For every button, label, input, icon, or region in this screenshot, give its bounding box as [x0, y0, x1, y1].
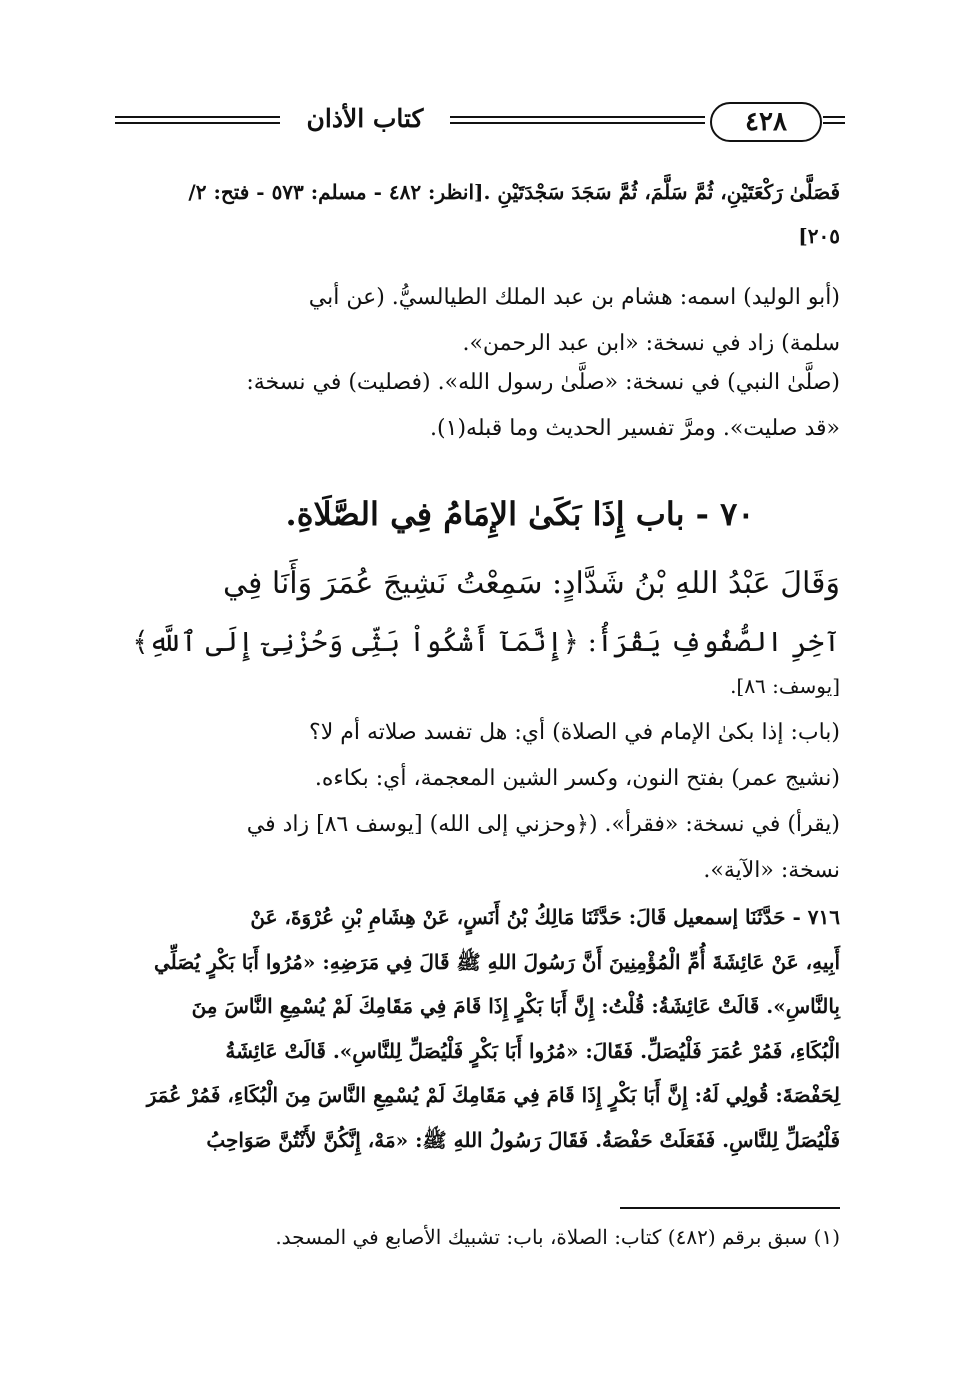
hadith-716 — [122, 895, 840, 1162]
commentary-paragraph — [122, 275, 840, 367]
text-line: لِحَفْصَةَ: قُولِي لَهُ: إِنَّ أَبَا بَكْرٍ إِذَا قَامَ فِي مَقَامِكَ لَمْ يُسْمِعِ النَّاسَ مِنَ الْبُكَاءِ، فَمُرْ عُمَرَ — [146, 1083, 840, 1107]
running-title: كتاب الأذان — [306, 104, 424, 133]
text-line: (صلَّىٰ النبي) في نسخة: «صلَّىٰ رسول الله». (فصليت) في نسخة: — [246, 370, 840, 395]
text-line: الْبُكَاءِ، فَمُرْ عُمَرَ فَلْيُصَلِّ. فَقَالَ: «مُرُوا أَبَا بَكْرٍ فَلْيُصَلِّ لِلنَّاسِ». قَالَتْ عَائِشَةُ — [225, 1038, 840, 1063]
page-number: ٤٢٨ — [710, 102, 822, 142]
text-line: «قد صليت». ومرَّ تفسير الحديث وما قبله(١). — [430, 416, 840, 441]
text-line: آخِرِ الصُّفُوفِ يَقْرَأُ: ﴿إِنَّمَآ أَشْكُواْ بَثِّى وَحُزْنِىٓ إِلَى ٱللَّهِ﴾ — [132, 626, 840, 658]
commentary-paragraph — [122, 710, 840, 894]
commentary-paragraph — [122, 360, 840, 452]
text-line: فَصَلَّىٰ رَكْعَتَيْنِ، ثُمَّ سَلَّمَ، ثُمَّ سَجَدَ سَجْدَتَيْنِ .[انظر: ٤٨٢ - مسلم: ٥٧٣ - فتح: ٢/ — [188, 180, 840, 204]
quran-reference: [يوسف: ٨٦]. — [730, 674, 840, 698]
text-line: (باب: إذا بكىٰ الإمام في الصلاة) أي: هل تفسد صلاته أم لا؟ — [309, 720, 840, 745]
chapter-heading: ٧٠ - باب إِذَا بَكَىٰ الإِمَامُ فِي الصَّلَاةِ. — [285, 495, 755, 533]
header-rule-right — [823, 116, 845, 118]
text-line: سلمة) زاد في نسخة: «ابن عبد الرحمن». — [462, 331, 840, 356]
header-rule-left — [115, 116, 280, 118]
footnote-divider — [620, 1207, 840, 1209]
footnote: (١) سبق برقم (٤٨٢) كتاب: الصلاة، باب: تشبيك الأصابع في المسجد. — [275, 1225, 840, 1249]
text-line: ٢٠٥] — [798, 224, 840, 248]
text-line: ٧١٦ - حَدَّثَنَا إسمعيل قَالَ: حَدَّثَنَا مَالِكُ بْنُ أَنَسٍ، عَنْ هِشَامِ بْنِ عُرْوَةَ، عَنْ — [250, 905, 840, 929]
header-rule-middle — [450, 116, 705, 118]
text-line: فَلْيُصَلِّ لِلنَّاسِ. فَفَعَلَتْ حَفْصَةُ. فَقَالَ رَسُولُ اللهِ ﷺ: «مَهْ، إِنَّكُنَّ لأَنْتُنَّ صَوَاحِبُ — [206, 1127, 840, 1152]
text-line: (أبو الوليد) اسمه: هشام بن عبد الملك الطيالسيُّ. (عن أبي — [308, 285, 840, 310]
text-line: بِالنَّاسِ». قَالَتْ عَائِشَةُ: قُلْتُ: إِنَّ أَبَا بَكْرٍ إِذَا قَامَ فِي مَقَامِكَ لَمْ يُسْمِعِ النَّاسَ مِنَ — [191, 994, 840, 1018]
text-line: (يقرأ) في نسخة: «فقرأ». (﴿وحزني إلى الله) [يوسف ٨٦] زاد في — [246, 812, 840, 837]
hadith-continuation — [122, 170, 840, 258]
text-line: نسخة: «الآية». — [703, 858, 840, 883]
text-line: وَقَالَ عَبْدُ اللهِ بْنُ شَدَّادٍ: سَمِعْتُ نَشِيجَ عُمَرَ وَأَنَا فِي — [222, 566, 840, 601]
text-line: (نشيج عمر) بفتح النون، وكسر الشين المعجمة، أي: بكاءه. — [314, 766, 840, 791]
page-header — [115, 98, 845, 146]
chapter-text — [122, 555, 840, 701]
text-line: أَبِيهِ، عَنْ عَائِشَةَ أُمِّ الْمُؤْمِنِينَ أَنَّ رَسُولَ اللهِ ﷺ قَالَ فِي مَرَضِهِ: «مُرُوا أَبَا بَكْرٍ يُصَلِّي — [153, 949, 840, 974]
